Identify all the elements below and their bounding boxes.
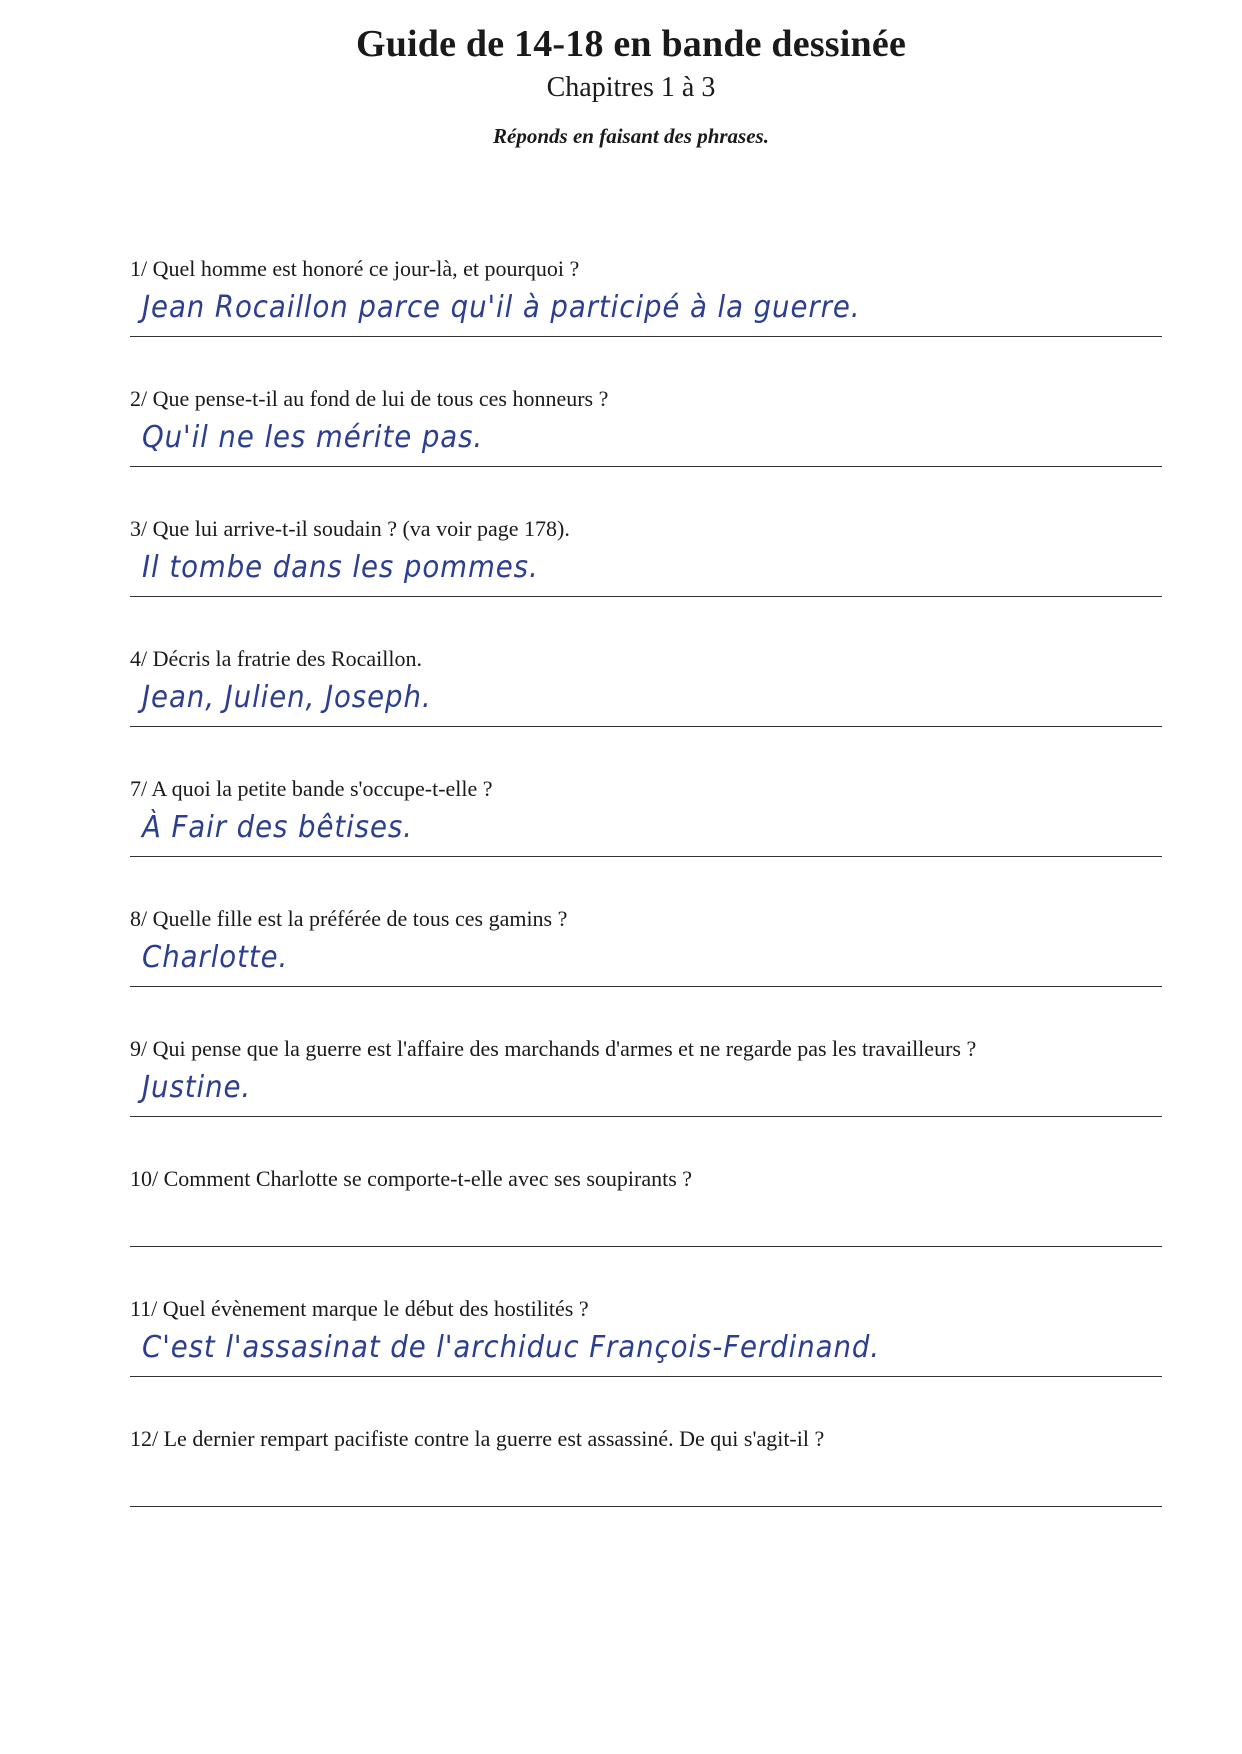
question-text: 4/ Décris la fratrie des Rocaillon. [130, 646, 423, 671]
answer-line [130, 1506, 1162, 1507]
handwritten-answer: Il tombe dans les pommes. [142, 550, 539, 585]
handwritten-answer: Charlotte. [142, 940, 289, 975]
question-block [130, 1036, 1162, 1154]
answer-line [130, 1246, 1162, 1247]
answer-line [130, 336, 1162, 337]
answer-line [130, 726, 1162, 727]
handwritten-answer: Justine. [142, 1070, 252, 1105]
handwritten-answer: Jean, Julien, Joseph. [142, 680, 432, 715]
question-text: 3/ Que lui arrive-t-il soudain ? (va voir page 178). [130, 516, 570, 541]
question-text: 2/ Que pense-t-il au fond de lui de tous ces honneurs ? [130, 386, 609, 411]
question-text: 9/ Qui pense que la guerre est l'affaire des marchands d'armes et ne regarde pas les travailleurs ? [130, 1036, 977, 1061]
worksheet-subtitle: Chapitres 1 à 3 [546, 72, 716, 103]
question-block [130, 516, 1162, 634]
worksheet-header [0, 22, 1242, 149]
answer-line [130, 1376, 1162, 1377]
question-block [130, 386, 1162, 504]
handwritten-answer: Jean Rocaillon parce qu'il à participé à la guerre. [142, 290, 861, 325]
question-block [130, 1426, 1162, 1544]
question-text: 7/ A quoi la petite bande s'occupe-t-elle ? [130, 776, 493, 801]
answer-line [130, 596, 1162, 597]
answer-line [130, 1116, 1162, 1117]
question-block [130, 1166, 1162, 1284]
answer-line [130, 466, 1162, 467]
question-text: 8/ Quelle fille est la préférée de tous ces gamins ? [130, 906, 568, 931]
worksheet-title: Guide de 14-18 en bande dessinée [355, 23, 907, 65]
answer-line [130, 986, 1162, 987]
worksheet-instruction: Réponds en faisant des phrases. [493, 124, 769, 148]
question-block [130, 906, 1162, 1024]
question-block [130, 256, 1162, 374]
question-block [130, 1296, 1162, 1414]
question-text: 1/ Quel homme est honoré ce jour-là, et pourquoi ? [130, 256, 580, 281]
question-text: 11/ Quel évènement marque le début des hostilités ? [130, 1296, 589, 1321]
handwritten-answer: Qu'il ne les mérite pas. [142, 420, 484, 455]
answer-line [130, 856, 1162, 857]
question-text: 12/ Le dernier rempart pacifiste contre la guerre est assassiné. De qui s'agit-il ? [130, 1426, 825, 1451]
question-text: 10/ Comment Charlotte se comporte-t-elle avec ses soupirants ? [130, 1166, 693, 1191]
handwritten-answer: À Fair des bêtises. [142, 810, 413, 845]
question-block [130, 776, 1162, 894]
handwritten-answer: C'est l'assasinat de l'archiduc François-Ferdinand. [142, 1330, 880, 1365]
question-block [130, 646, 1162, 764]
